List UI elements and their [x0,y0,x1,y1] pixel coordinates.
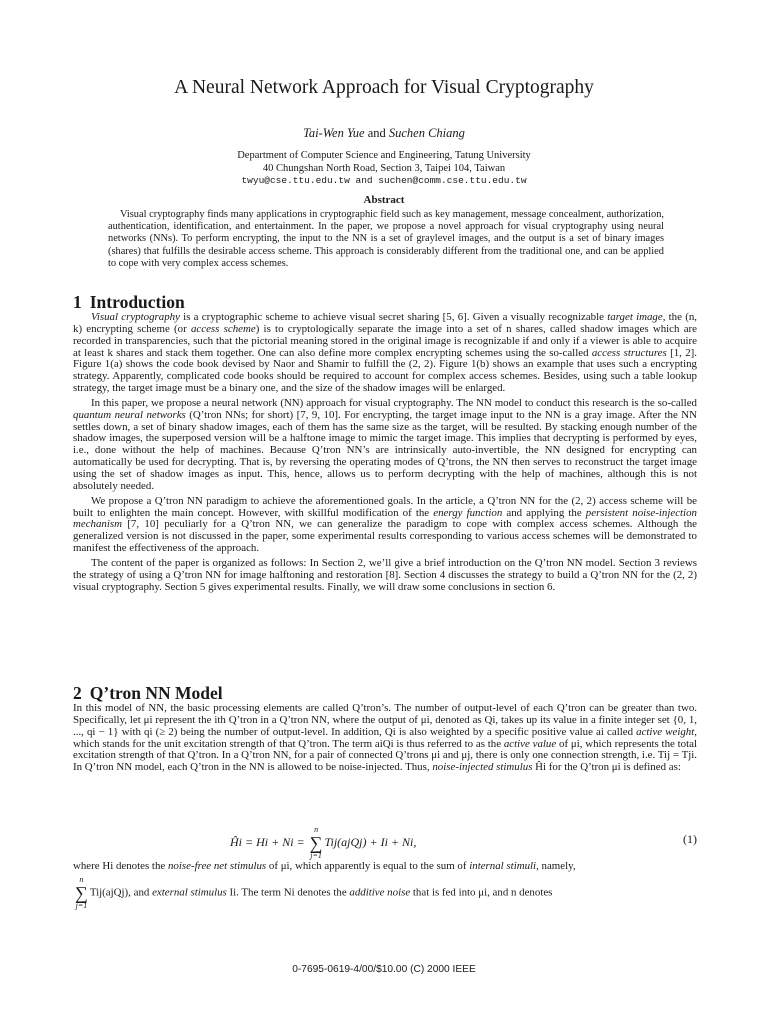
emphasis: additive noise [349,886,411,899]
paragraph [73,876,697,910]
text-run: Ii. The term Ni denotes the [226,886,350,899]
emphasis: persistent noise-injection mechanism [73,506,697,531]
copyright-footer: 0-7695-0619-4/00/$10.00 (C) 2000 IEEE [292,964,476,975]
equation-1 [230,818,697,858]
paper-title: A Neural Network Approach for Visual Cryptography [174,77,594,98]
text-run: , namely, [536,860,576,872]
author-line [0,126,768,141]
abstract-heading: Abstract [363,194,405,206]
sum-lower-limit: j=1 [75,901,88,910]
author-conjunction: and [364,126,389,140]
emphasis: access structures [591,346,667,359]
emphasis: target image [607,311,663,323]
text-run: [1, 2]. Figure 1(a) shows the code book devised by Naor and Shamir to fulfill the (2, 2). Figure 1(b) shows an example that uses such a encrypting strategy. Apparently, complicated code books should be required to account for complex access schemes. Besides, using such a table lookup strategy, the target image must be a binary one, and the size of the shadow images will be enlarged. [73,346,697,395]
emphasis: external stimulus [152,886,227,899]
paragraph [73,398,697,493]
emphasis: active weight [636,725,695,738]
text-run: and applying the [502,506,586,519]
section-number: 2 [73,683,82,703]
section-body [73,312,697,596]
text-run: of μi, which represents the total excitation strength of that Q’tron. In a Q’tron NN, for a pair of connected Q’trons μi and μj, there is only one connection strength, i.e. Tij = Tji. In Q’tron NN model, each Q’tron in the NN is allowed to be noise-injected. Thus, [73,737,698,774]
emphasis: energy function [433,506,503,519]
emphasis: noise-free net stimulus [167,860,267,872]
section-title: Introduction [89,292,185,312]
equation-rhs: Tij(ajQj) + Ii + Ni, [324,834,417,849]
text-run: , the (n, k) encrypting scheme (or [73,311,697,335]
text-run: Ĥi for the Q’tron μi is defined as: [532,761,681,774]
text-run: [7, 10] peculiarly for a Q’tron NN, we can generalize the paradigm to cope with complex access schemes. Although the generalized version is not discussed in the paper, some experimental results corresponding to various access schemes will be demonstrated to manifest the effectiveness of the approach. [73,518,697,555]
emphasis: access scheme [190,322,256,335]
paragraph [73,312,697,395]
author-emails: twyu@cse.ttu.edu.tw and suchen@comm.cse.ttu.edu.tw [241,175,527,186]
affiliation [0,150,768,188]
emphasis: noise-injected stimulus [432,761,533,774]
abstract [108,209,664,270]
text-run: ) is to cryptologically separate the image into a set of n shares, called shadow images which are recorded in transparencies, such that the pictorial meaning stored in the original image is recognizable if and only if a viewer is able to acquire at least k shares and stack them together. One can also define more complex encrypting schemes using the so-called [73,322,697,359]
affiliation-line: Department of Computer Science and Engineering, Tatung University [237,150,531,161]
emphasis: active value [503,737,557,750]
text-run: In this paper, we propose a neural network (NN) approach for visual cryptography. The NN model to conduct this research is the so-called [91,396,697,409]
sum-lower-limit: j=1 [310,851,322,860]
text-run: is a cryptographic scheme to achieve visual secret sharing [5, 6]. Given a visually recognizable [179,311,608,323]
affiliation-line: 40 Chungshan North Road, Section 3, Taipei 104, Taiwan [262,162,506,174]
equation-lhs: Ĥi = Hi + Ni = [230,834,308,849]
text-run: We propose a Q’tron NN paradigm to achieve the aforementioned goals. In the article, a Q’tron NN for the (2, 2) access scheme will be built to enlighten the main concept. However, with skillful modification of the [73,494,697,519]
section-body [73,703,697,777]
text-run: , which stands for the unit excitation strength of that Q’tron. The term aiQi is thus referred to as the [73,725,697,750]
paragraph [73,496,697,555]
section-heading [73,292,185,312]
text-run: of μi, which apparently is equal to the sum of [266,860,470,872]
emphasis: internal stimuli [469,860,537,872]
author-name: Suchen Chiang [388,126,465,140]
emphasis: quantum neural networks [73,408,186,421]
text-run: Tij(ajQj), and [89,886,153,899]
author-name: Tai-Wen Yue [303,126,365,140]
paragraph: The content of the paper is organized as follows: In Section 2, we’ll give a brief introduction on the Q’tron NN model. Section 3 reviews the strategy of using a Q’tron NN for image halftoning and restoration [8]. Section 4 discusses the strategy to build a Q’tron NN for the (2, 2) visual cryptography. Section 5 gives experimental results. Finally, we will draw some conclusions in section 6. [73,556,697,593]
summation-symbol: n ∑ j=1 [309,825,323,860]
paragraph [73,703,697,774]
sum-upper-limit: n [79,875,84,884]
equation-number: (1) [683,832,697,846]
emphasis: Visual cryptography [91,311,180,323]
text-run: that is fed into μi, and n denotes [410,886,553,899]
summation-symbol: n ∑ j=1 [75,875,88,910]
text-run: (Q’tron NNs; for short) [7, 9, 10]. For encrypting, the target image input to the NN is a gray image. After the NN settles down, a set of binary shadow images, each of them has the same size as the target, will be resulted. By stacking enough number of the shadow images, the superposed version will be a halftone image to mimic the target image. This implies that decrypting is performed by eyes, i.e., done without the help of machines. Because Q’tron NN’s are intrinsically auto-invertible, the NN designed for encrypting can automatically be used for decrypting. That is, by reversing the operating modes of Q’trons, the NN then serves to reconstruct the target image using the set of shadow images as input. This, hence, allows us to perform decrypting with the help of machines, although this is not absolutely needed. [73,408,698,492]
section-number: 1 [73,292,82,312]
abstract-text: Visual cryptography finds many applications in cryptographic field such as key management, message concealment, authorization, authentication, identification, and entertainment. In the paper, we propose a novel approach for visual cryptography using neural networks (NNs). To perform encrypting, the input to the NN is a set of graylevel images, and the output is a set of binary images (shares) that fulfills the desirable access scheme. This approach is considerably different from the traditional one, and can be applied to cope with very complex access schemes. [108,209,664,269]
text-run: In this model of NN, the basic processing elements are called Q’tron’s. The number of output-level of each Q’tron can be greater than two. Specifically, let μi represent the ith Q’tron in a Q’tron NN, where the output of μi, denoted as Qi, takes up its value in a finite integer set {0, 1, ..., qi − 1} with qi (≥ 2) being the number of output-level. In addition, Qi is also weighted by a specific positive value ai called [73,702,697,738]
equation-body [230,826,416,860]
section-title: Q’tron NN Model [89,683,223,703]
sum-upper-limit: n [314,825,319,834]
text-run: where Hi denotes the [73,860,168,872]
paragraph [73,860,697,872]
section-heading [73,683,223,703]
